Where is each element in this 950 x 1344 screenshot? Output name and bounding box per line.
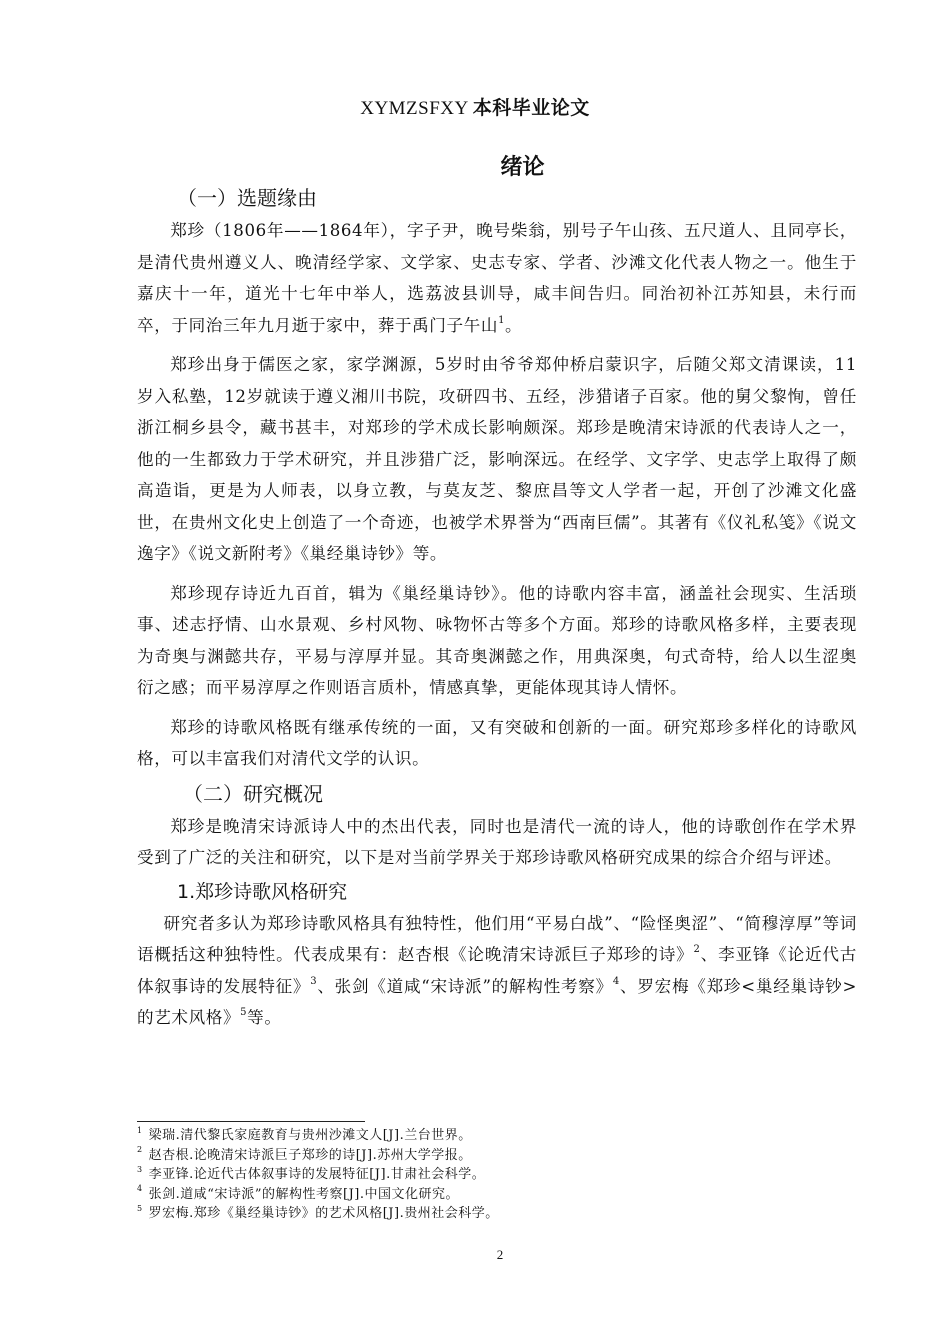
paragraph-6-part-d: 、罗宏梅《郑珍<巢经巢诗钞>的艺术风格》 xyxy=(137,976,858,1027)
subsection-heading: 1.郑珍诗歌风格研究 xyxy=(177,880,348,903)
section-heading-2: （二）研究概况 xyxy=(183,781,323,806)
paragraph-4: 郑珍的诗歌风格既有继承传统的一面，又有突破和创新的一面。研究郑珍多样化的诗歌风格，可以丰富我们对清代文学的认识。 xyxy=(137,717,857,768)
page-number: 2 xyxy=(496,1247,504,1262)
paragraph-6 xyxy=(137,908,857,1034)
footnote-item xyxy=(137,1185,857,1205)
section-heading-1: （一）选题缘由 xyxy=(177,186,317,210)
footnote-ref-5[interactable]: 5 xyxy=(240,1007,248,1019)
chapter-title: 绪论 xyxy=(500,155,545,180)
paragraph-6-part-e: 等。 xyxy=(247,1008,282,1027)
footnote-item xyxy=(137,1204,857,1224)
paragraph-5: 郑珍是晚清宋诗派诗人中的杰出代表，同时也是清代一流的诗人，他的诗歌创作在学术界受到了广泛的关注和研究，以下是对当前学界关于郑珍诗歌风格研究成果的综合介绍与评述。 xyxy=(137,816,857,867)
header-title: 本科毕业论文 xyxy=(472,97,590,119)
paragraph-1-text: 郑珍（1806年——1864年），字子尹，晚号柴翁，别号子午山孩、五尺道人、且同亭长，是清代贵州遵义人、晚清经学家、文学家、史志专家、学者、沙滩文化代表人物之一。他生于嘉庆十一年，道光十七年中举人，选荔波县训导，咸丰间告归。同治初补江苏知县，未行而卒，于同治三年九月逝于家中，葬于禹门子午山 xyxy=(137,221,857,335)
paragraph-1-end: 。 xyxy=(505,315,523,335)
footnote-number: 1 xyxy=(137,1125,143,1135)
paragraph-6-part-a: 研究者多认为郑珍诗歌风格具有独特性，他们用“平易白战”、“险怪奥涩”、“简穆淳厚”等词语概括这种独特性。代表成果有：赵杏根《论晚清宋诗派巨子郑珍的诗》 xyxy=(137,913,857,964)
footnotes xyxy=(137,1126,857,1224)
footnote-number: 3 xyxy=(137,1164,143,1174)
footnote-number: 5 xyxy=(137,1203,143,1213)
paragraph-3: 郑珍现存诗近九百首，辑为《巢经巢诗钞》。他的诗歌内容丰富，涵盖社会现实、生活琐事、述志抒情、山水景观、乡村风物、咏物怀古等多个方面。郑珍的诗歌风格多样，主要表现为奇奥与渊懿共存，平易与淳厚并显。其奇奥渊懿之作，用典深奥，句式奇特，给人以生涩奥衍之感；而平易淳厚之作则语言质朴，情感真挚，更能体现其诗人情怀。 xyxy=(137,583,857,697)
footnote-ref-1[interactable]: 1 xyxy=(498,314,506,326)
footnote-text: 梁瑞.清代黎氏家庭教育与贵州沙滩文人[J].兰台世界。 xyxy=(148,1128,472,1143)
paragraph-1 xyxy=(137,215,857,341)
footnote-ref-2[interactable]: 2 xyxy=(693,944,701,956)
footnote-text: 罗宏梅.郑珍《巢经巢诗钞》的艺术风格[J].贵州社会科学。 xyxy=(148,1206,499,1221)
footnote-ref-4[interactable]: 4 xyxy=(612,975,620,987)
running-header xyxy=(0,93,950,120)
header-latin: XYMZSFXY xyxy=(360,98,469,119)
footnote-ref-3[interactable]: 3 xyxy=(310,975,318,987)
footnote-divider xyxy=(137,1121,365,1122)
paragraph-2: 郑珍出身于儒医之家，家学渊源，5岁时由爷爷郑仲桥启蒙识字，后随父郑文清课读，11岁入私塾，12岁就读于遵义湘川书院，攻研四书、五经，涉猎诸子百家。他的舅父黎恂，曾任浙江桐乡县令，藏书甚丰，对郑珍的学术成长影响颇深。郑珍是晚清宋诗派的代表诗人之一，他的一生都致力于学术研究，并且涉猎广泛，影响深远。在经学、文字学、史志学上取得了颇高造诣，更是为人师表，以身立教，与莫友芝、黎庶昌等文人学者一起，开创了沙滩文化盛世，在贵州文化史上创造了一个奇迹，也被学术界誉为“西南巨儒”。其著有《仪礼私笺》《说文逸字》《说文新附考》《巢经巢诗钞》等。 xyxy=(137,355,857,563)
footnote-number: 2 xyxy=(137,1145,143,1155)
footnote-item xyxy=(137,1146,857,1166)
footnote-number: 4 xyxy=(137,1184,143,1194)
footnote-text: 赵杏根.论晚清宋诗派巨子郑珍的诗[J].苏州大学学报。 xyxy=(148,1147,472,1163)
paragraph-6-part-c: 、张剑《道咸“宋诗派”的解构性考察》 xyxy=(317,976,613,996)
footnote-text: 张剑.道咸“宋诗派”的解构性考察[J].中国文化研究。 xyxy=(148,1186,460,1202)
body-text xyxy=(137,181,857,1034)
footnote-item xyxy=(137,1165,857,1185)
paragraph-6-part-b: 、李亚锋《论近代古体叙事诗的发展特征》 xyxy=(137,945,858,996)
footnote-item xyxy=(137,1126,857,1146)
footnote-text: 李亚锋.论近代古体叙事诗的发展特征[J].甘肃社会科学。 xyxy=(148,1167,486,1182)
